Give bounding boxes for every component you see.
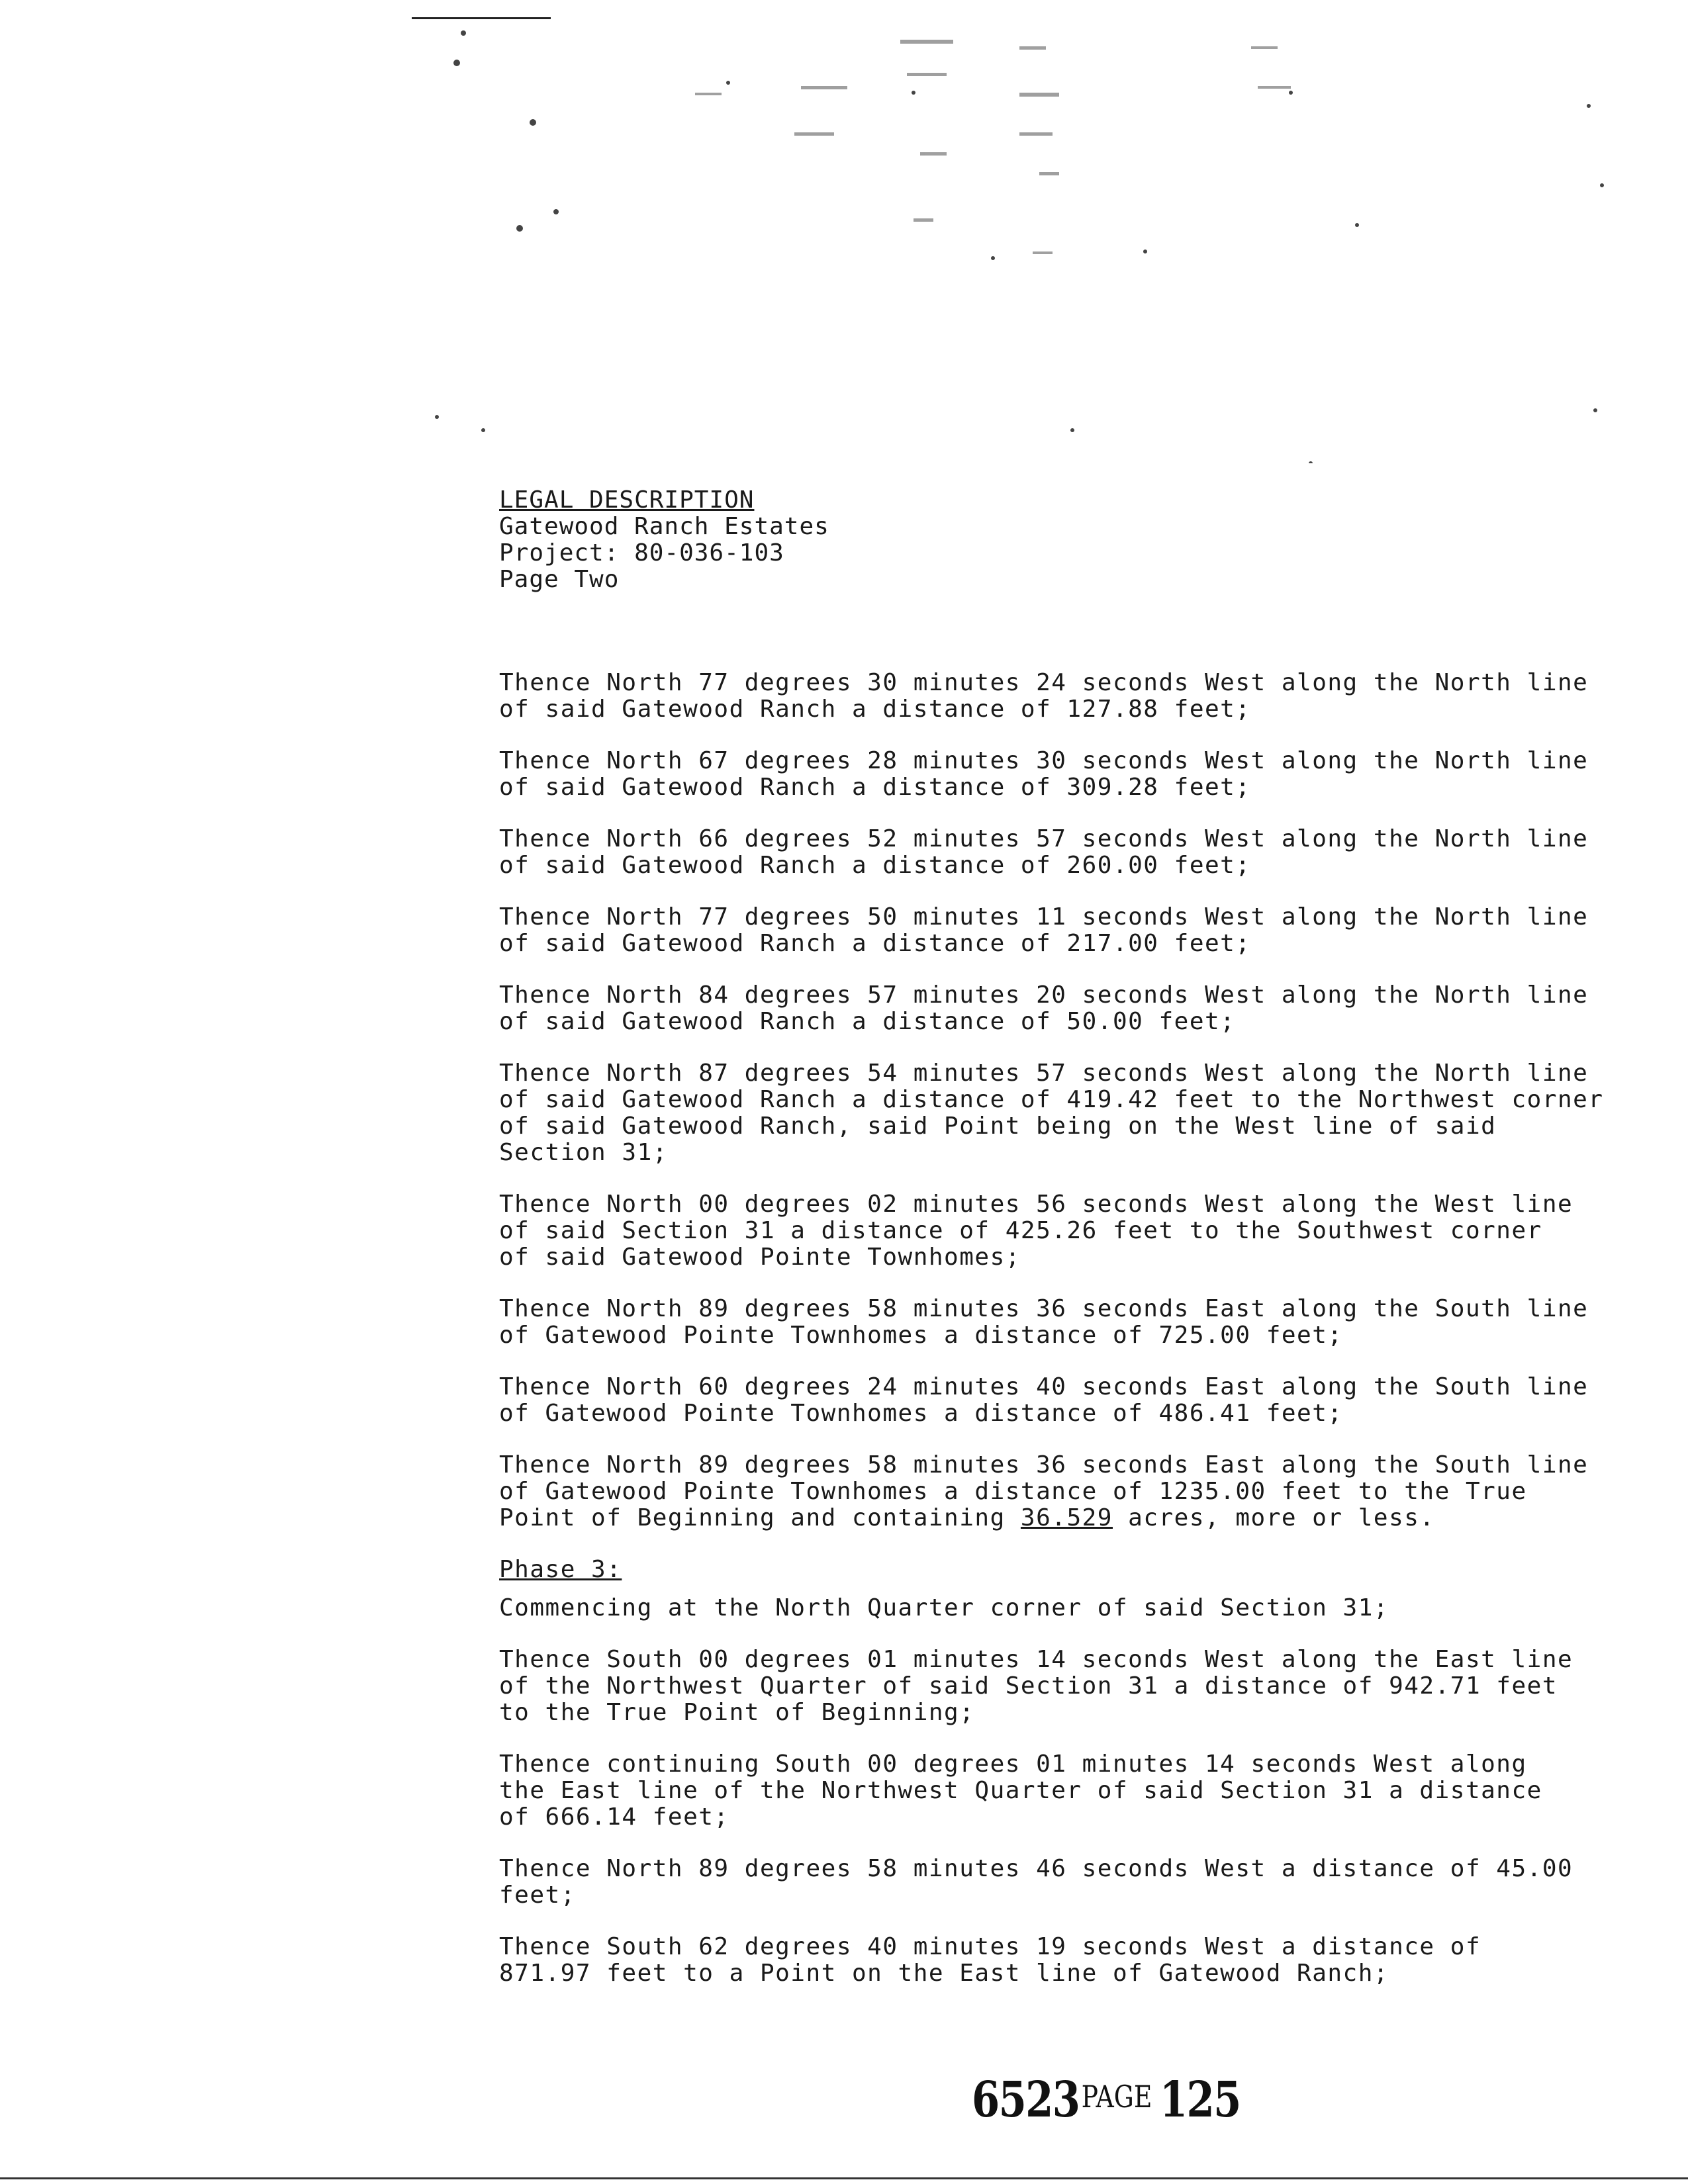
boundary-call: Thence North 89 degrees 58 minutes 36 seconds East along the South line of Gatewood Pointe Townhomes a distance of 725.00 feet;: [499, 1295, 1589, 1349]
phase-call: Thence North 89 degrees 58 minutes 46 seconds West a distance of 45.00 feet;: [499, 1855, 1573, 1909]
closing-call: [499, 1452, 1651, 1531]
page-label: Page Two: [499, 566, 620, 593]
boundary-call: Thence North 87 degrees 54 minutes 57 seconds West along the North line of said Gatewood Ranch a distance of 419.42 feet to the Northwest corner of said Gatewood Ranch, said Point being on the West line of said Section 31;: [499, 1060, 1604, 1166]
phase-heading: Phase 3:: [499, 1556, 622, 1583]
closing-call-suffix: acres, more or less.: [1112, 1504, 1435, 1531]
boundary-call: Thence North 67 degrees 28 minutes 30 seconds West along the North line of said Gatewood Ranch a distance of 309.28 feet;: [499, 747, 1589, 801]
boundary-call: Thence North 84 degrees 57 minutes 20 seconds West along the North line of said Gatewood Ranch a distance of 50.00 feet;: [499, 981, 1589, 1035]
bottom-rule: [0, 2177, 1688, 2179]
boundary-call: Thence North 60 degrees 24 minutes 40 seconds East along the South line of Gatewood Pointe Townhomes a distance of 486.41 feet;: [499, 1373, 1589, 1427]
book-number: 6523: [972, 2071, 1080, 2128]
document-title: LEGAL DESCRIPTION: [499, 486, 755, 514]
scan-noise: [0, 0, 1688, 463]
acreage-value: 36.529: [1020, 1504, 1113, 1531]
legal-description-body: [499, 670, 1651, 2012]
recording-stamp: [972, 2070, 1241, 2126]
document-header: [499, 487, 829, 593]
boundary-call: Thence North 00 degrees 02 minutes 56 seconds West along the West line of said Section 31 a distance of 425.26 feet to the Southwest corner of said Gatewood Pointe Townhomes;: [499, 1191, 1573, 1271]
boundary-call: Thence North 77 degrees 50 minutes 11 seconds West along the North line of said Gatewood Ranch a distance of 217.00 feet;: [499, 903, 1589, 957]
page-mark: PAGE: [1081, 2079, 1152, 2115]
boundary-call: Thence North 77 degrees 30 minutes 24 seconds West along the North line of said Gatewood Ranch a distance of 127.88 feet;: [499, 669, 1589, 723]
subdivision-name: Gatewood Ranch Estates: [499, 513, 829, 540]
phase-call: Thence South 62 degrees 40 minutes 19 seconds West a distance of 871.97 feet to a Point on the East line of Gatewood Ranch;: [499, 1933, 1481, 1987]
project-number: Project: 80-036-103: [499, 539, 784, 567]
phase-call: Commencing at the North Quarter corner of said Section 31;: [499, 1594, 1389, 1621]
phase-call: Thence South 00 degrees 01 minutes 14 seconds West along the East line of the Northwest Quarter of said Section 31 a distance of 942.71 feet to the True Point of Beginning;: [499, 1646, 1573, 1726]
page-number: 125: [1159, 2071, 1241, 2128]
boundary-call: Thence North 66 degrees 52 minutes 57 seconds West along the North line of said Gatewood Ranch a distance of 260.00 feet;: [499, 825, 1589, 879]
closing-call-text: Thence North 89 degrees 58 minutes 36 seconds East along the South line of Gatewood Pointe Townhomes a distance of 1235.00 feet to the True Point of Beginning and containing: [499, 1451, 1589, 1531]
phase-call: Thence continuing South 00 degrees 01 minutes 14 seconds West along the East line of the Northwest Quarter of said Section 31 a distance of 666.14 feet;: [499, 1751, 1542, 1831]
